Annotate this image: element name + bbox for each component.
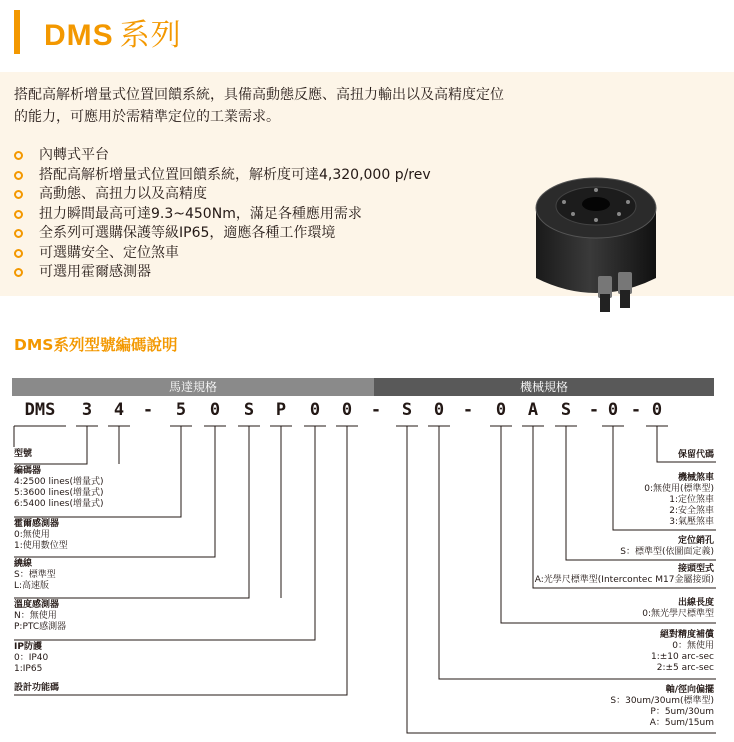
label-model: 型號 [14,449,33,459]
code-char: A [527,400,539,420]
code-char: 0 [495,400,507,420]
label-locating-pin: 定位銷孔 S：標準型(依圖面定義) [620,536,714,557]
code-char: 5 [175,400,187,420]
label-connector-type: 接頭型式 A:光學尺標準型(Intercontec M17金屬接頭) [534,564,714,585]
code-char: S [401,400,413,420]
code-char: - [462,400,474,420]
code-char: DMS [24,400,56,420]
code-char: S [243,400,255,420]
code-char: 4 [113,400,125,420]
code-char: 0 [651,400,663,420]
feature-item: 全系列可選購保護等級IP65，適應各種工作環境 [14,224,431,244]
label-cable-length: 出線長度 0:無光學尺標準型 [642,598,714,619]
code-char: - [630,400,642,420]
code-char: 0 [341,400,353,420]
code-char: - [370,400,382,420]
intro-description: 搭配高解析增量式位置回饋系統，具備高動態反應、高扭力輸出以及高精度定位的能力，可應用於需精準定位的工業需求。 [14,87,504,125]
code-char: 3 [81,400,93,420]
title-sub: 系列 [119,18,182,53]
label-runout: 軸/徑向偏擺 S：30um/30um(標準型) P：5um/30um A：5um/15um [610,685,714,728]
label-reserved-code: 保留代碼 [677,450,714,460]
label-ip-protection: IP防護 0：IP40 1:IP65 [14,642,49,674]
code-char: 0 [309,400,321,420]
title-main: DMS [44,19,114,52]
code-char: 0 [209,400,221,420]
code-char: - [588,400,600,420]
feature-item: 搭配高解析增量式位置回饋系統，解析度可達4,320,000 p/rev [14,166,431,186]
label-temp-sensor: 溫度感測器 N：無使用 P:PTC感測器 [14,600,67,632]
feature-item: 高動態、高扭力以及高精度 [14,185,431,205]
label-winding: 繞線 S：標準型 L:高速版 [14,559,56,591]
feature-item: 扭力瞬間最高可達9.3~450Nm，滿足各種應用需求 [14,205,431,225]
feature-item: 內轉式平台 [14,146,431,166]
feature-item: 可選購安全、定位煞車 [14,244,431,264]
label-hall-sensor: 霍爾感測器 0:無使用 1:使用數位型 [14,519,68,551]
label-encoder: 編碼器 4:2500 lines(增量式) 5:3600 lines(增量式) 6:5400 lines(增量式) [14,466,104,509]
label-mechanical-brake: 機械煞車 0:無使用(標準型) 1:定位煞車 2:安全煞車 3:氣壓煞車 [644,473,714,527]
code-char: 0 [433,400,445,420]
coding-title: DMS系列型號編碼說明 [14,336,178,354]
motor-spec-header: 馬達規格 [12,378,374,396]
label-absolute-accuracy: 絕對精度補償 0：無使用 1:±10 arc-sec 2:±5 arc-sec [651,630,714,673]
label-design-code: 設計功能碼 [14,683,60,693]
mechanical-spec-header: 機械規格 [374,378,714,396]
code-char: 0 [607,400,619,420]
code-char: P [275,400,287,420]
feature-item: 可選用霍爾感測器 [14,263,431,283]
code-char: S [560,400,572,420]
code-char: - [142,400,154,420]
